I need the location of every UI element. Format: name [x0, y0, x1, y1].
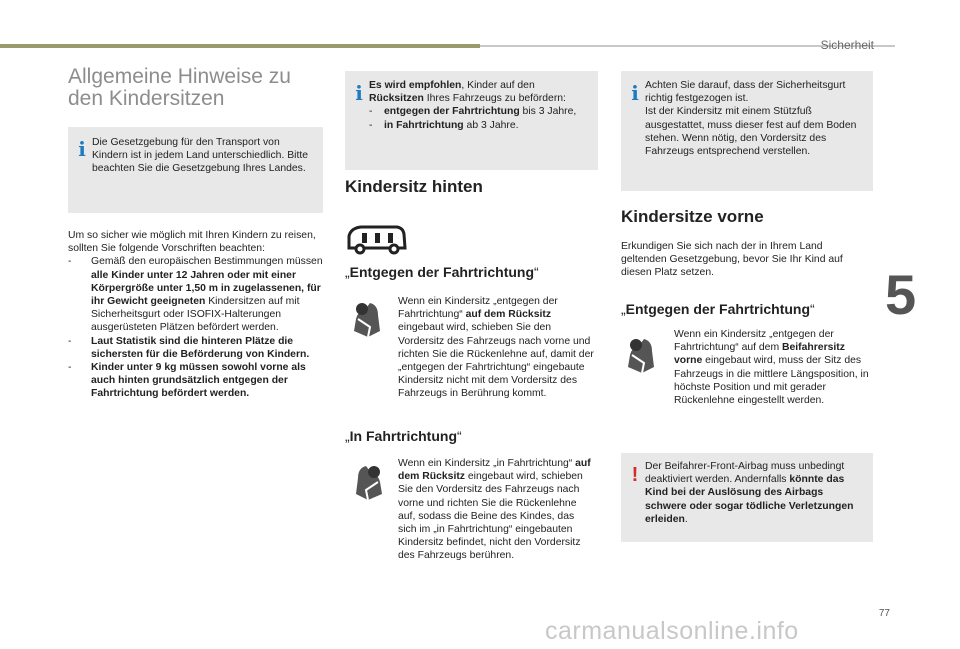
section-title-front: Kindersitze vorne	[621, 207, 764, 226]
list-item: - entgegen der Fahrtrichtung bis 3 Jahre,	[369, 105, 590, 118]
child-seat-icon	[348, 460, 388, 506]
page-title: Allgemeine Hinweise zu den Kindersitzen	[68, 65, 291, 110]
list-item: - Kinder unter 9 kg müssen sowohl vorne als auch hinten grundsätzlich entgegen der Fahrtrichtung befördert werden.	[68, 361, 324, 401]
info-box-text: Es wird empfohlen, Kinder auf den Rücksitzen Ihres Fahrzeugs zu befördern: - entgegen der Fahrtrichtung bis 3 Jahre, - in Fahrtrichtung ab 3 Jahre.	[369, 79, 590, 132]
list-item: - in Fahrtrichtung ab 3 Jahre.	[369, 119, 590, 132]
forward-rear-text: Wenn ein Kindersitz „in Fahrtrichtung“ auf dem Rücksitz eingebaut wird, schieben Sie den Vordersitz des Fahrzeugs nach vorne und richten Sie die Rückenlehne auf, sodass die Beine des Kindes, das sich im „in Fahrtrichtung“ eingebauten Kindersitz befindet, nicht den Vordersitz des Fahrzeugs berühren.	[398, 458, 591, 562]
list-item: - Laut Statistik sind die hinteren Plätze die sichersten für die Beförderung von Kindern.	[68, 335, 324, 361]
warning-text: Der Beifahrer-Front-Airbag muss unbedingt deaktiviert werden. Andernfalls könnte das Kind bei der Auslösung des Airbags schwere oder sogar tödliche Verletzungen erleiden.	[645, 461, 854, 525]
info-box-text: Die Gesetzgebung für den Transport von Kindern ist in jedem Land unterschiedlich. Bitte beachten Sie die Gesetzgebung Ihres Landes.	[92, 137, 309, 175]
airbag-warning-box	[621, 453, 873, 542]
subsection-rearward-rear: „Entgegen der Fahrtrichtung“	[345, 264, 539, 280]
warning-icon: !	[631, 464, 639, 486]
left-title-block	[68, 66, 328, 110]
child-seat-icon	[622, 333, 662, 379]
subsection-rearward-front: „Entgegen der Fahrtrichtung“	[621, 301, 815, 317]
header-accent-bar	[0, 44, 480, 48]
seatbelt-info-box	[621, 71, 873, 191]
info-icon: i	[355, 81, 363, 105]
info-icon: i	[78, 137, 86, 161]
recommendation-info-box	[345, 71, 598, 170]
left-body	[68, 229, 324, 401]
rearward-rear-text: Wenn ein Kindersitz „entgegen der Fahrtrichtung“ auf dem Rücksitz eingebaut wird, schieben Sie den Vordersitz des Fahrzeugs nach vorne und richten Sie die Rückenlehne auf, damit der „entgegen der Fahrtrichtung“ eingebaute Kindersitz nicht mit dem Vordersitz des Fahrzeugs in Berührung kommt.	[398, 296, 594, 400]
child-seat-icon	[348, 297, 388, 343]
chapter-number: 5	[885, 263, 917, 326]
info-icon: i	[631, 81, 639, 105]
intro-text: Um so sicher wie möglich mit Ihren Kindern zu reisen, sollten Sie folgende Vorschriften beachten:	[68, 230, 316, 255]
page-number: 77	[878, 608, 890, 619]
front-intro-text: Erkundigen Sie sich nach der in Ihrem Land geltenden Gesetzgebung, bevor Sie Ihr Kind auf diesen Platz setzen.	[621, 241, 843, 279]
info-box-text: Achten Sie darauf, dass der Sicherheitsgurt richtig festgezogen ist. Ist der Kindersitz mit einem Stützfuß ausgestattet, muss dieser fest auf dem Boden stehen. Wenn nötig, den Vordersitz des Fahrzeugs entsprechend verstellen.	[645, 80, 857, 158]
rules-list	[68, 255, 324, 400]
list-item: - Gemäß den europäischen Bestimmungen müssen alle Kinder unter 12 Jahren oder mit einer Körpergröße unter 1,50 m in zugelassenen, für ihr Gewicht geeigneten Kindersitzen auf mit Sicherheitsgurt oder ISOFIX-Halterungen ausgerüsteten Plätzen befördert werden.	[68, 255, 324, 334]
watermark: carmanualsonline.info	[545, 617, 799, 645]
rearward-front-text: Wenn ein Kindersitz „entgegen der Fahrtrichtung“ auf dem Beifahrersitz vorne eingebaut wird, muss der Sitz des Fahrzeugs in die mittlere Längsposition, in höchste Position und mit gerader Rückenlehne eingestellt werden.	[674, 329, 869, 407]
section-title-rear: Kindersitz hinten	[345, 177, 483, 196]
van-seats-icon	[345, 222, 409, 256]
subsection-forward-rear: „In Fahrtrichtung“	[345, 428, 462, 444]
legislation-info-box	[68, 127, 323, 213]
chapter-title: Sicherheit	[820, 38, 874, 52]
